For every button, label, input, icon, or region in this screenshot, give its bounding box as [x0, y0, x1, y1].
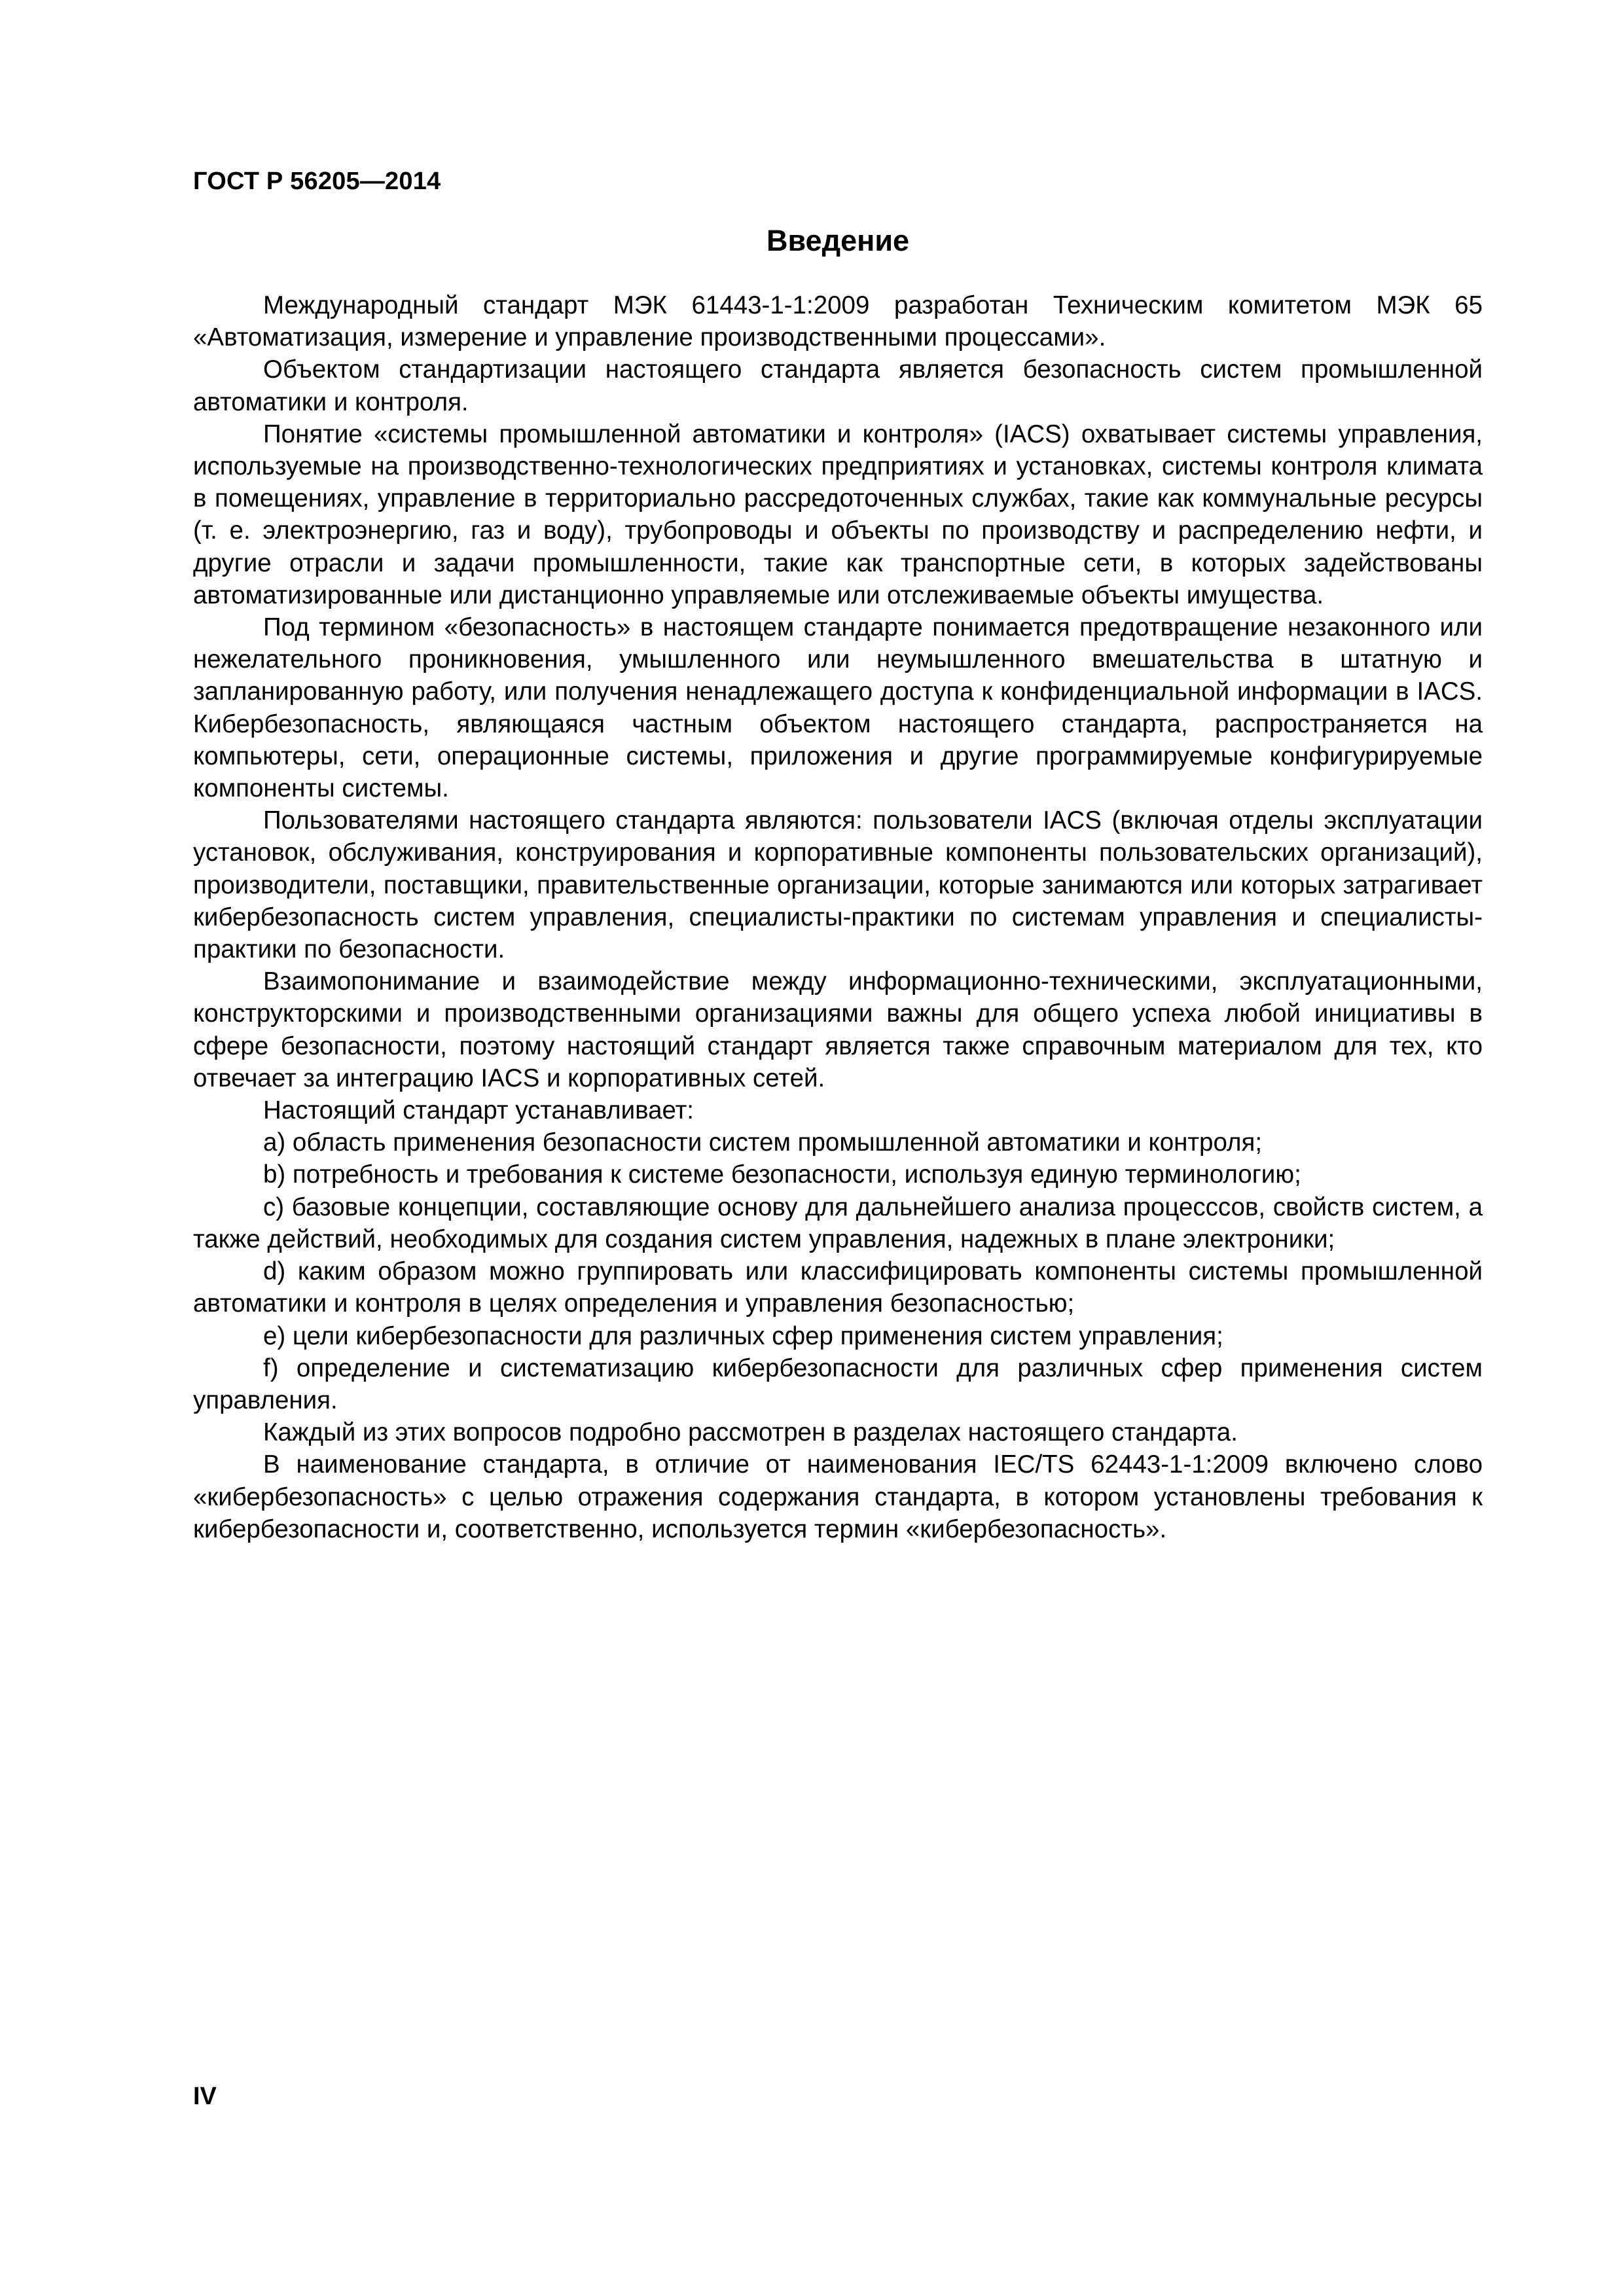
paragraph: Международный стандарт МЭК 61443-1-1:2009 разработан Техническим комитетом МЭК 65 «Автоматизация, измерение и управление производственными процессами».	[193, 291, 1483, 352]
list-item: b) потребность и требования к системе безопасности, используя единую терминологию;	[263, 1160, 1301, 1189]
document-code-header: ГОСТ Р 56205—2014	[193, 168, 441, 195]
paragraph: Объектом стандартизации настоящего стандарта является безопасность систем промышленной автоматики и контроля.	[193, 355, 1483, 416]
section-title: Введение	[766, 224, 910, 257]
list-item: f) определение и систематизацию кибербезопасности для различных сфер применения систем управления.	[193, 1354, 1483, 1414]
paragraph: Каждый из этих вопросов подробно рассмотрен в разделах настоящего стандарта.	[263, 1418, 1238, 1447]
list-item: е) цели кибербезопасности для различных сфер применения систем управления;	[263, 1321, 1223, 1350]
list-item: с) базовые концепции, составляющие основу для дальнейшего анализа процесссов, свойств систем, а также действий, необходимых для создания систем управления, надежных в плане электроники;	[193, 1193, 1483, 1253]
paragraph: В наименование стандарта, в отличие от наименования IEC/TS 62443-1-1:2009 включено слово «кибербезопасность» с целью отражения содержания стандарта, в котором установлены требования к кибербезопасности и, соответственно, используется термин «кибербезопасность».	[193, 1450, 1483, 1543]
list-item: d) каким образом можно группировать или классифицировать компоненты системы промышленной автоматики и контроля в целях определения и управления безопасностью;	[193, 1257, 1483, 1318]
page-number: IV	[193, 2083, 217, 2110]
list-item: а) область применения безопасности систем промышленной автоматики и контроля;	[263, 1128, 1263, 1157]
introduction-body	[193, 289, 1483, 1545]
paragraph: Понятие «системы промышленной автоматики и контроля» (IACS) охватывает системы управления, используемые на производственно-технологических предприятиях и установках, системы контроля климата в помещениях, управление в территориально рассредоточенных службах, такие как коммунальные ресурсы (т. е. электроэнергию, газ и воду), трубопроводы и объекты по производству и распределению нефти, и другие отрасли и задачи промышленности, такие как транспортные сети, в которых задействованы автоматизированные или дистанционно управляемые или отслеживаемые объекты имущества.	[193, 420, 1483, 609]
paragraph: Пользователями настоящего стандарта являются: пользователи IACS (включая отделы эксплуатации установок, обслуживания, конструирования и корпоративные компоненты пользовательских организаций), производители, поставщики, правительственные организации, которые занимаются или которых затрагивает кибербезопасность систем управления, специалисты-практики по системам управления и специалисты-практики по безопасности.	[193, 806, 1483, 964]
paragraph: Под термином «безопасность» в настоящем стандарте понимается предотвращение незаконного или нежелательного проникновения, умышленного или неумышленного вмешательства в штатную и запланированную работу, или получения ненадлежащего доступа к конфиденциальной информации в IACS. Кибербезопасность, являющаяся частным объектом настоящего стандарта, распространяется на компьютеры, сети, операционные системы, приложения и другие программируемые конфигурируемые компоненты системы.	[193, 613, 1483, 803]
paragraph: Настоящий стандарт устанавливает:	[263, 1096, 694, 1125]
paragraph: Взаимопонимание и взаимодействие между информационно-техническими, эксплуатационными, конструкторскими и производственными организациями важны для общего успеха любой инициативы в сфере безопасности, поэтому настоящий стандарт является также справочным материалом для тех, кто отвечает за интеграцию IACS и корпоративных сетей.	[193, 967, 1483, 1092]
